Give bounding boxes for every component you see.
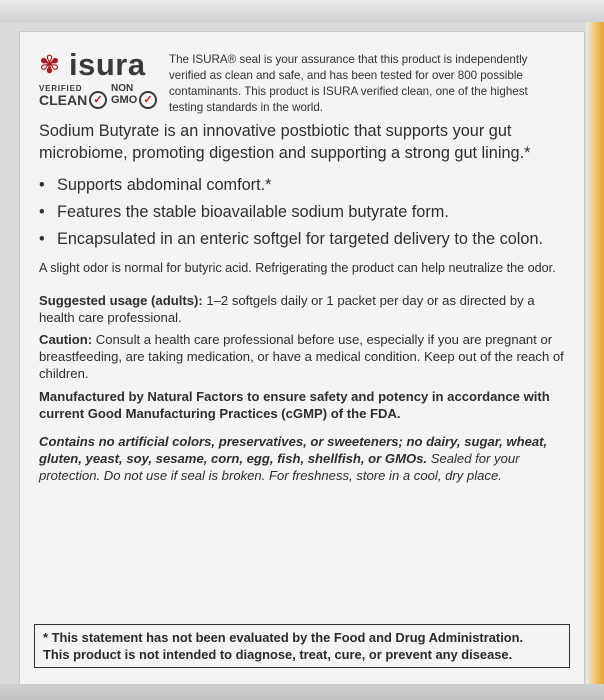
bullet-icon: •: [39, 176, 45, 194]
box-side-edge: [586, 22, 604, 684]
label-panel: [20, 32, 584, 684]
bullet-icon: •: [39, 203, 45, 221]
seal-description: The ISURA® seal is your assurance that this product is independently verified as clean and safe, and has been tested for over 800 possible contaminants. This product is ISURA verified clean, one of the highest testing standards in the world.: [169, 53, 528, 114]
check-icon: ✓: [139, 91, 157, 109]
product-intro: Sodium Butyrate is an innovative postbiotic that supports your gut microbiome, promoting digestion and supporting a strong gut lining.*: [39, 122, 531, 162]
caution-text: Consult a health care professional before use, especially if you are pregnant or breastfeeding, are taking medication, or have a medical condition. Keep out of the reach of children.: [39, 332, 564, 381]
non-label: NON: [111, 83, 134, 94]
bullet-icon: •: [39, 230, 45, 248]
fda-disclaimer: [34, 624, 570, 668]
disclaimer-line-2: This product is not intended to diagnose, treat, cure, or prevent any disease.: [43, 647, 513, 662]
isura-brand: isura: [69, 47, 146, 82]
manufacturer-statement: Manufactured by Natural Factors to ensure safety and potency in accordance with current Good Manufacturing Practices (cGMP) of the FDA.: [39, 389, 550, 421]
allergen-bold: Contains no artificial colors, preservatives, or sweeteners; no dairy, sugar, wheat, gluten, yeast, soy, sesame, corn, egg, fish, shellfish, or GMOs.: [39, 434, 548, 466]
gmo-label: GMO: [111, 94, 138, 106]
disclaimer-line-1: * This statement has not been evaluated by the Food and Drug Administration.: [43, 630, 524, 645]
usage-label: Suggested usage (adults):: [39, 293, 203, 308]
allergen-statement: [39, 433, 574, 484]
verified-label: VERIFIED: [39, 84, 83, 93]
suggested-usage: [39, 292, 569, 326]
storage-text: Sealed for your protection. Do not use if seal is broken. For freshness, store in a cool, dry place.: [39, 451, 520, 483]
odor-note: A slight odor is normal for butyric acid. Refrigerating the product can help neutralize the odor.: [39, 261, 556, 275]
check-icon: ✓: [89, 91, 107, 109]
list-item: • Encapsulated in an enteric softgel for targeted delivery to the colon.: [39, 226, 574, 253]
isura-logo: [39, 47, 157, 111]
box-top-edge: [0, 0, 604, 22]
benefit-list: [39, 172, 574, 253]
list-item: • Supports abdominal comfort.*: [39, 172, 574, 199]
clean-label: CLEAN: [39, 92, 88, 108]
flower-icon: ✾: [39, 51, 60, 79]
box-bottom-edge: [0, 684, 604, 700]
caution-note: [39, 331, 569, 382]
usage-text: 1–2 softgels daily or 1 packet per day or as directed by a health care professional.: [39, 293, 535, 325]
caution-label: Caution:: [39, 332, 93, 347]
list-item: • Features the stable bioavailable sodium butyrate form.: [39, 199, 574, 226]
